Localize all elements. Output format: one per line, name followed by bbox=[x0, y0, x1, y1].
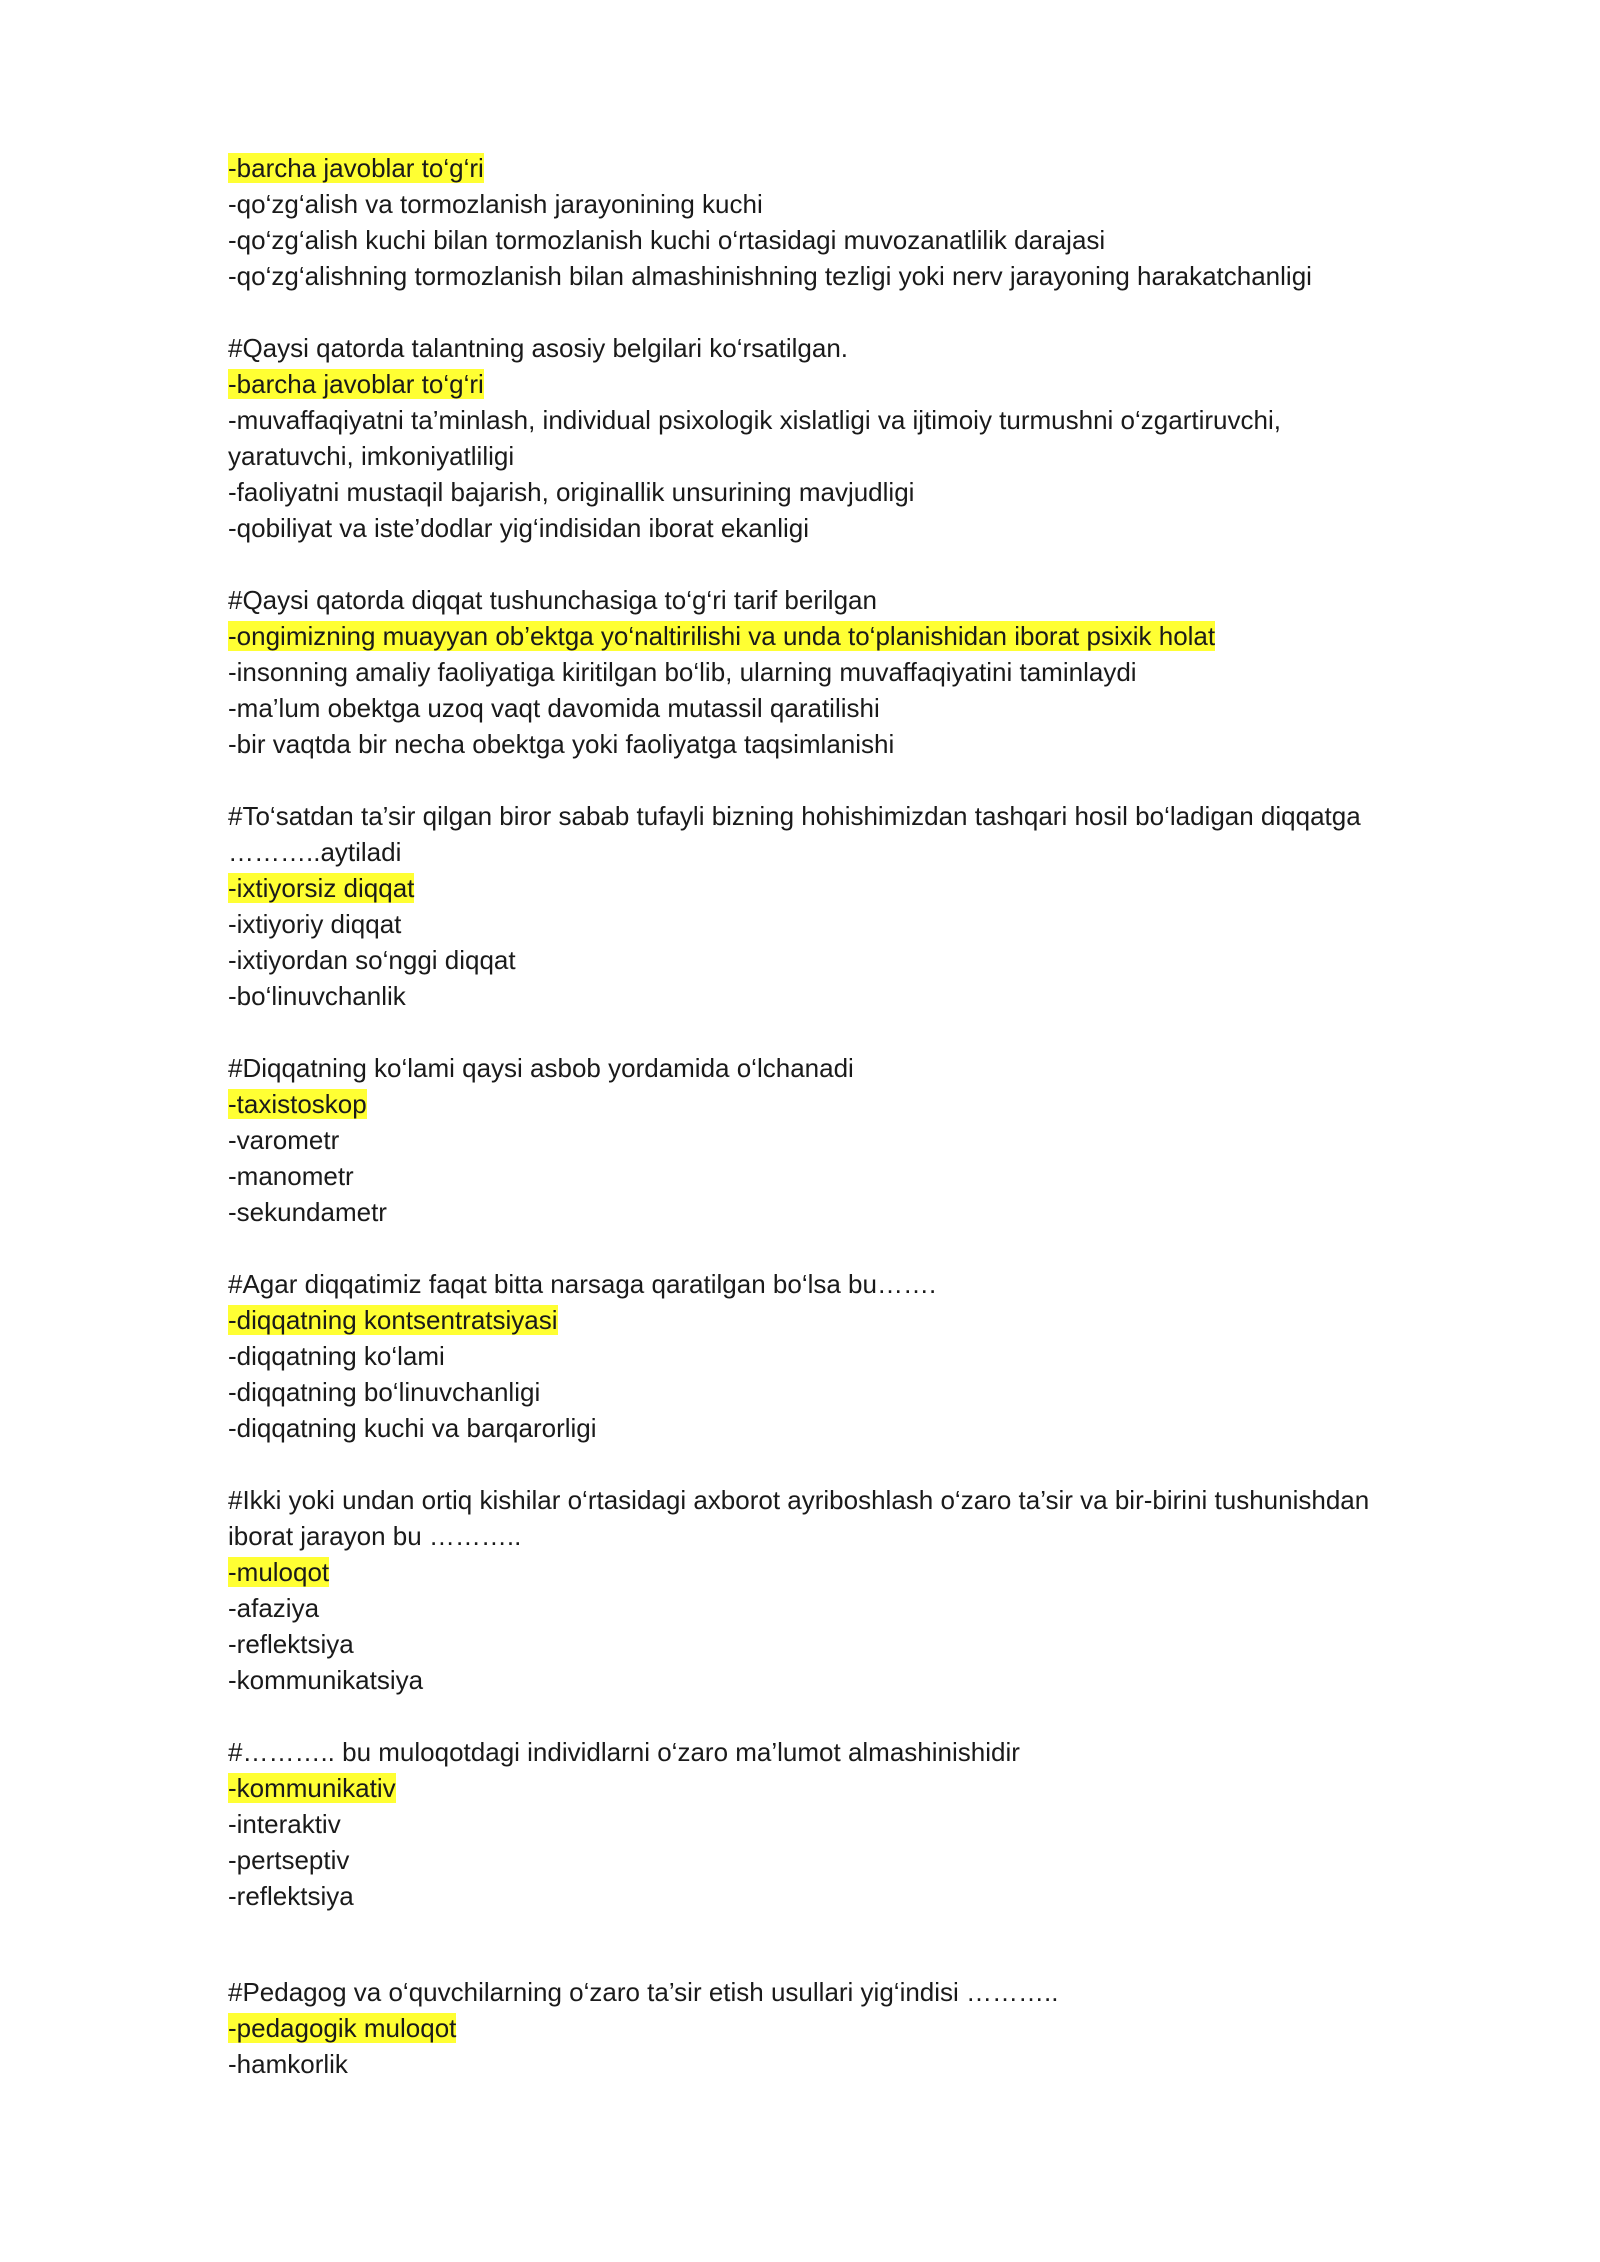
question-text bbox=[228, 1974, 1458, 2010]
answer-option bbox=[228, 1518, 1458, 1554]
blank-line bbox=[228, 1446, 1458, 1482]
question-text bbox=[228, 1734, 1458, 1770]
correct-answer bbox=[228, 618, 1458, 654]
line-text: -ixtiyorsiz diqqat bbox=[228, 873, 415, 903]
line-text: -varometr bbox=[228, 1125, 340, 1155]
answer-option bbox=[228, 222, 1458, 258]
line-text: -muloqot bbox=[228, 1557, 330, 1587]
answer-option bbox=[228, 834, 1458, 870]
answer-option bbox=[228, 438, 1458, 474]
answer-option bbox=[228, 1626, 1458, 1662]
line-text: #Qaysi qatorda talantning asosiy belgilari ko‘rsatilgan. bbox=[228, 333, 849, 363]
question-text bbox=[228, 798, 1458, 834]
blank-line bbox=[228, 1014, 1458, 1050]
answer-option bbox=[228, 510, 1458, 546]
answer-option bbox=[228, 258, 1458, 294]
question-text bbox=[228, 330, 1458, 366]
line-text: -ixtiyordan so‘nggi diqqat bbox=[228, 945, 516, 975]
line-text: -bo‘linuvchanlik bbox=[228, 981, 406, 1011]
correct-answer bbox=[228, 1770, 1458, 1806]
blank-line bbox=[228, 762, 1458, 798]
correct-answer bbox=[228, 2010, 1458, 2046]
correct-answer bbox=[228, 1086, 1458, 1122]
answer-option bbox=[228, 1662, 1458, 1698]
line-text: -kommunikatsiya bbox=[228, 1665, 424, 1695]
line-text: yaratuvchi, imkoniyatliligi bbox=[228, 441, 515, 471]
line-text: -kommunikativ bbox=[228, 1773, 396, 1803]
line-text: #Qaysi qatorda diqqat tushunchasiga to‘g‘ri tarif berilgan bbox=[228, 585, 877, 615]
line-text: -pertseptiv bbox=[228, 1845, 350, 1875]
line-text: #……….. bu muloqotdagi individlarni o‘zaro ma’lumot almashinishidir bbox=[228, 1737, 1020, 1767]
blank-line bbox=[228, 546, 1458, 582]
answer-option bbox=[228, 978, 1458, 1014]
line-text: -ixtiyoriy diqqat bbox=[228, 909, 402, 939]
line-text: -barcha javoblar to‘g‘ri bbox=[228, 153, 484, 183]
answer-option bbox=[228, 1374, 1458, 1410]
line-text: -pedagogik muloqot bbox=[228, 2013, 457, 2043]
line-text: -bir vaqtda bir necha obektga yoki faoliyatga taqsimlanishi bbox=[228, 729, 895, 759]
answer-option bbox=[228, 654, 1458, 690]
answer-option bbox=[228, 474, 1458, 510]
line-text: -ongimizning muayyan ob’ektga yo‘naltirilishi va unda to‘planishidan iborat psixik holat bbox=[228, 621, 1216, 651]
line-text: -manometr bbox=[228, 1161, 354, 1191]
answer-option bbox=[228, 1806, 1458, 1842]
answer-option bbox=[228, 186, 1458, 222]
blank-line bbox=[228, 1698, 1458, 1734]
line-text: -diqqatning ko‘lami bbox=[228, 1341, 445, 1371]
line-text: -diqqatning bo‘linuvchanligi bbox=[228, 1377, 541, 1407]
line-text: iborat jarayon bu ……….. bbox=[228, 1521, 522, 1551]
line-text: -reflektsiya bbox=[228, 1629, 354, 1659]
line-text: -qo‘zg‘alishning tormozlanish bilan almashinishning tezligi yoki nerv jarayoning harakatchanligi bbox=[228, 261, 1312, 291]
line-text: #Pedagog va o‘quvchilarning o‘zaro ta’sir etish usullari yig‘indisi ……….. bbox=[228, 1977, 1059, 2007]
correct-answer bbox=[228, 150, 1458, 186]
line-text: -barcha javoblar to‘g‘ri bbox=[228, 369, 484, 399]
line-text: #Ikki yoki undan ortiq kishilar o‘rtasidagi axborot ayriboshlash o‘zaro ta’sir va bir-birini tushunishdan bbox=[228, 1485, 1370, 1515]
line-text: -qo‘zg‘alish kuchi bilan tormozlanish kuchi o‘rtasidagi muvozanatlilik darajasi bbox=[228, 225, 1106, 255]
blank-line bbox=[228, 294, 1458, 330]
correct-answer bbox=[228, 870, 1458, 906]
correct-answer bbox=[228, 366, 1458, 402]
correct-answer bbox=[228, 1302, 1458, 1338]
correct-answer bbox=[228, 1554, 1458, 1590]
line-text: #Diqqatning ko‘lami qaysi asbob yordamida o‘lchanadi bbox=[228, 1053, 854, 1083]
line-text: -reflektsiya bbox=[228, 1881, 354, 1911]
answer-option bbox=[228, 690, 1458, 726]
line-text: -hamkorlik bbox=[228, 2049, 348, 2079]
line-text: -qo‘zg‘alish va tormozlanish jarayonining kuchi bbox=[228, 189, 763, 219]
question-text bbox=[228, 1482, 1458, 1518]
question-text bbox=[228, 1266, 1458, 1302]
document-page bbox=[228, 150, 1458, 2082]
line-text: -diqqatning kuchi va barqarorligi bbox=[228, 1413, 597, 1443]
line-text: -ma’lum obektga uzoq vaqt davomida mutassil qaratilishi bbox=[228, 693, 880, 723]
answer-option bbox=[228, 726, 1458, 762]
question-text bbox=[228, 582, 1458, 618]
answer-option bbox=[228, 1122, 1458, 1158]
line-text: -diqqatning kontsentratsiyasi bbox=[228, 1305, 558, 1335]
line-text: -interaktiv bbox=[228, 1809, 341, 1839]
question-text bbox=[228, 1050, 1458, 1086]
answer-option bbox=[228, 1590, 1458, 1626]
answer-option bbox=[228, 942, 1458, 978]
answer-option bbox=[228, 1410, 1458, 1446]
answer-option bbox=[228, 1842, 1458, 1878]
answer-option bbox=[228, 1878, 1458, 1914]
line-text: -sekundametr bbox=[228, 1197, 387, 1227]
answer-option bbox=[228, 1158, 1458, 1194]
line-text: #To‘satdan ta’sir qilgan biror sabab tufayli bizning hohishimizdan tashqari hosil bo‘ladigan diqqatga bbox=[228, 801, 1361, 831]
answer-option bbox=[228, 1338, 1458, 1374]
line-text: -taxistoskop bbox=[228, 1089, 367, 1119]
line-text: -afaziya bbox=[228, 1593, 320, 1623]
line-text: -insonning amaliy faoliyatiga kiritilgan bo‘lib, ularning muvaffaqiyatini taminlaydi bbox=[228, 657, 1137, 687]
line-text: -muvaffaqiyatni ta’minlash, individual psixologik xislatligi va ijtimoiy turmushni o‘zgartiruvchi, bbox=[228, 405, 1281, 435]
line-text: -qobiliyat va iste’dodlar yig‘indisidan iborat ekanligi bbox=[228, 513, 809, 543]
answer-option bbox=[228, 2046, 1458, 2082]
answer-option bbox=[228, 1194, 1458, 1230]
answer-option bbox=[228, 402, 1458, 438]
blank-line bbox=[228, 1914, 1458, 1974]
line-text: -faoliyatni mustaqil bajarish, originallik unsurining mavjudligi bbox=[228, 477, 915, 507]
line-text: ………..aytiladi bbox=[228, 837, 402, 867]
answer-option bbox=[228, 906, 1458, 942]
line-text: #Agar diqqatimiz faqat bitta narsaga qaratilgan bo‘lsa bu……. bbox=[228, 1269, 937, 1299]
blank-line bbox=[228, 1230, 1458, 1266]
